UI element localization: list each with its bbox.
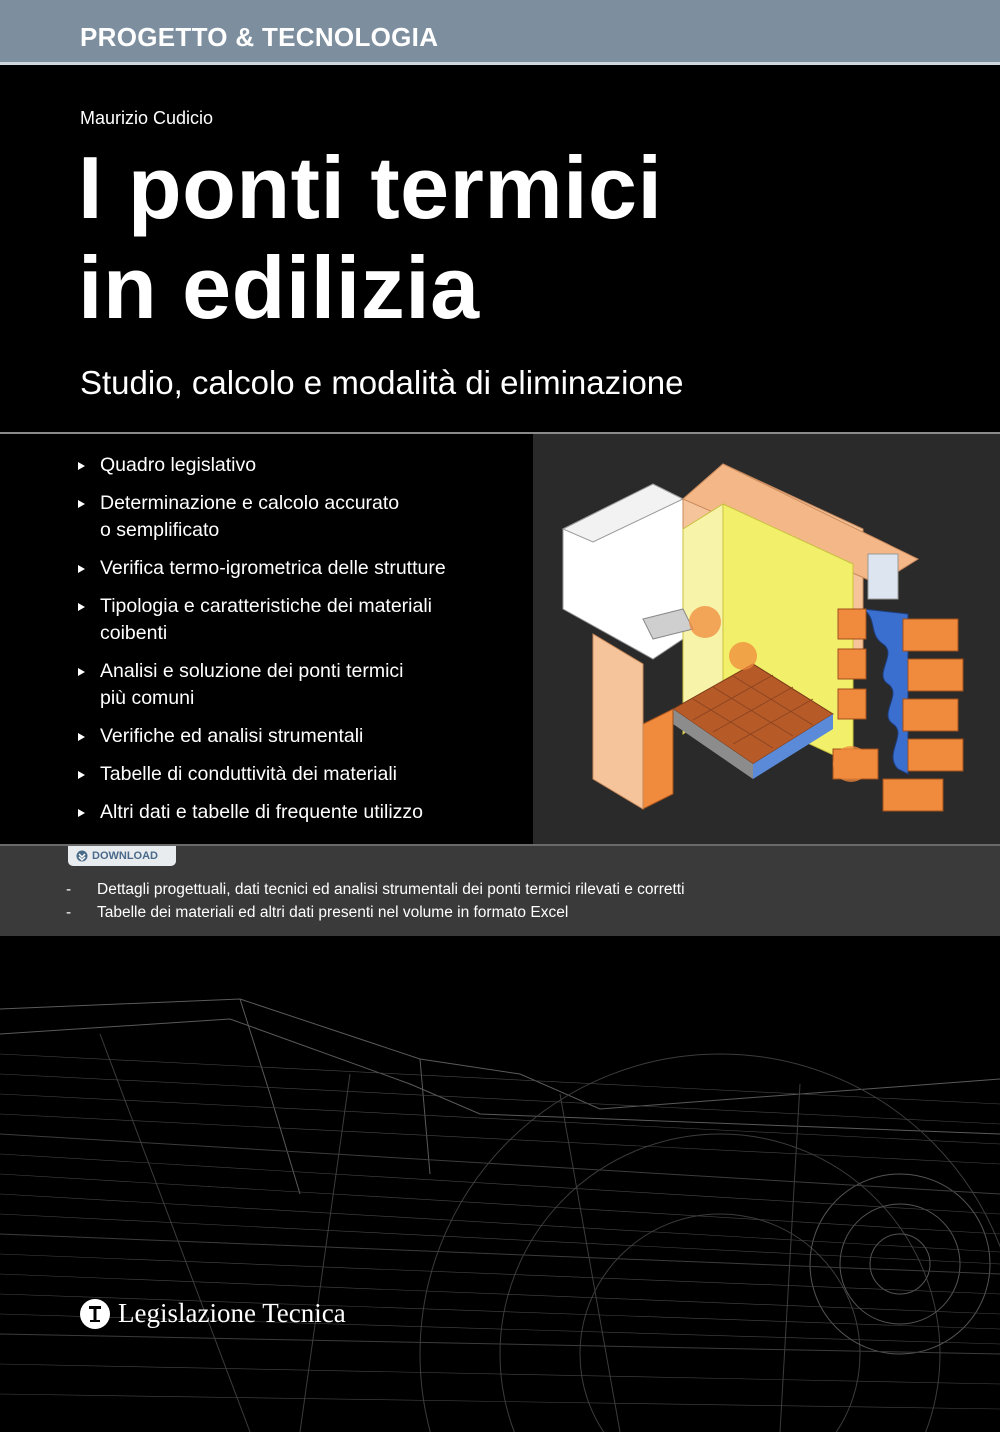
- topic-item: Tipologia e caratteristiche dei materiali coibenti: [78, 593, 528, 647]
- topic-item: Analisi e soluzione dei ponti termici più comuni: [78, 658, 528, 712]
- author-name: Maurizio Cudicio: [80, 108, 214, 128]
- topic-item: Verifiche ed analisi strumentali: [78, 723, 528, 750]
- download-badge-label: DOWNLOAD: [92, 850, 158, 862]
- triangle-right-icon: [78, 771, 85, 779]
- publisher: [80, 1298, 346, 1329]
- building-section-drawing: [533, 434, 1000, 844]
- triangle-right-icon: [78, 668, 85, 676]
- topics-list: [78, 452, 528, 837]
- topic-item: Determinazione e calcolo accurato o semplificato: [78, 490, 528, 544]
- series-bar: [0, 0, 1000, 65]
- topic-item: Quadro legislativo: [78, 452, 528, 479]
- download-item: - Dettagli progettuali, dati tecnici ed analisi strumentali dei ponti termici rilevati e corretti: [66, 881, 685, 898]
- triangle-right-icon: [78, 462, 85, 470]
- triangle-right-icon: [78, 500, 85, 508]
- thermal-bridge-illustration: [533, 434, 1000, 844]
- series-name: PROGETTO & TECNOLOGIA: [80, 22, 439, 52]
- download-items: [64, 878, 685, 924]
- book-title: [78, 138, 978, 338]
- title-line-2: in edilizia: [78, 238, 480, 337]
- download-item: - Tabelle dei materiali ed altri dati presenti nel volume in formato Excel: [66, 904, 569, 921]
- title-line-1: I ponti termici: [78, 138, 663, 237]
- download-section: [0, 844, 1000, 936]
- publisher-name: Legislazione Tecnica: [118, 1298, 346, 1328]
- legislazione-tecnica-logo: [80, 1299, 110, 1329]
- download-badge: [68, 846, 176, 866]
- topic-item: Tabelle di conduttività dei materiali: [78, 761, 528, 788]
- triangle-right-icon: [78, 565, 85, 573]
- download-icon: [76, 850, 88, 862]
- book-subtitle: Studio, calcolo e modalità di eliminazione: [80, 364, 684, 401]
- technical-drawing-background: [0, 934, 1000, 1432]
- triangle-right-icon: [78, 603, 85, 611]
- topic-item: Verifica termo-igrometrica delle strutture: [78, 555, 528, 582]
- topic-item: Altri dati e tabelle di frequente utilizzo: [78, 799, 528, 826]
- triangle-right-icon: [78, 733, 85, 741]
- triangle-right-icon: [78, 809, 85, 817]
